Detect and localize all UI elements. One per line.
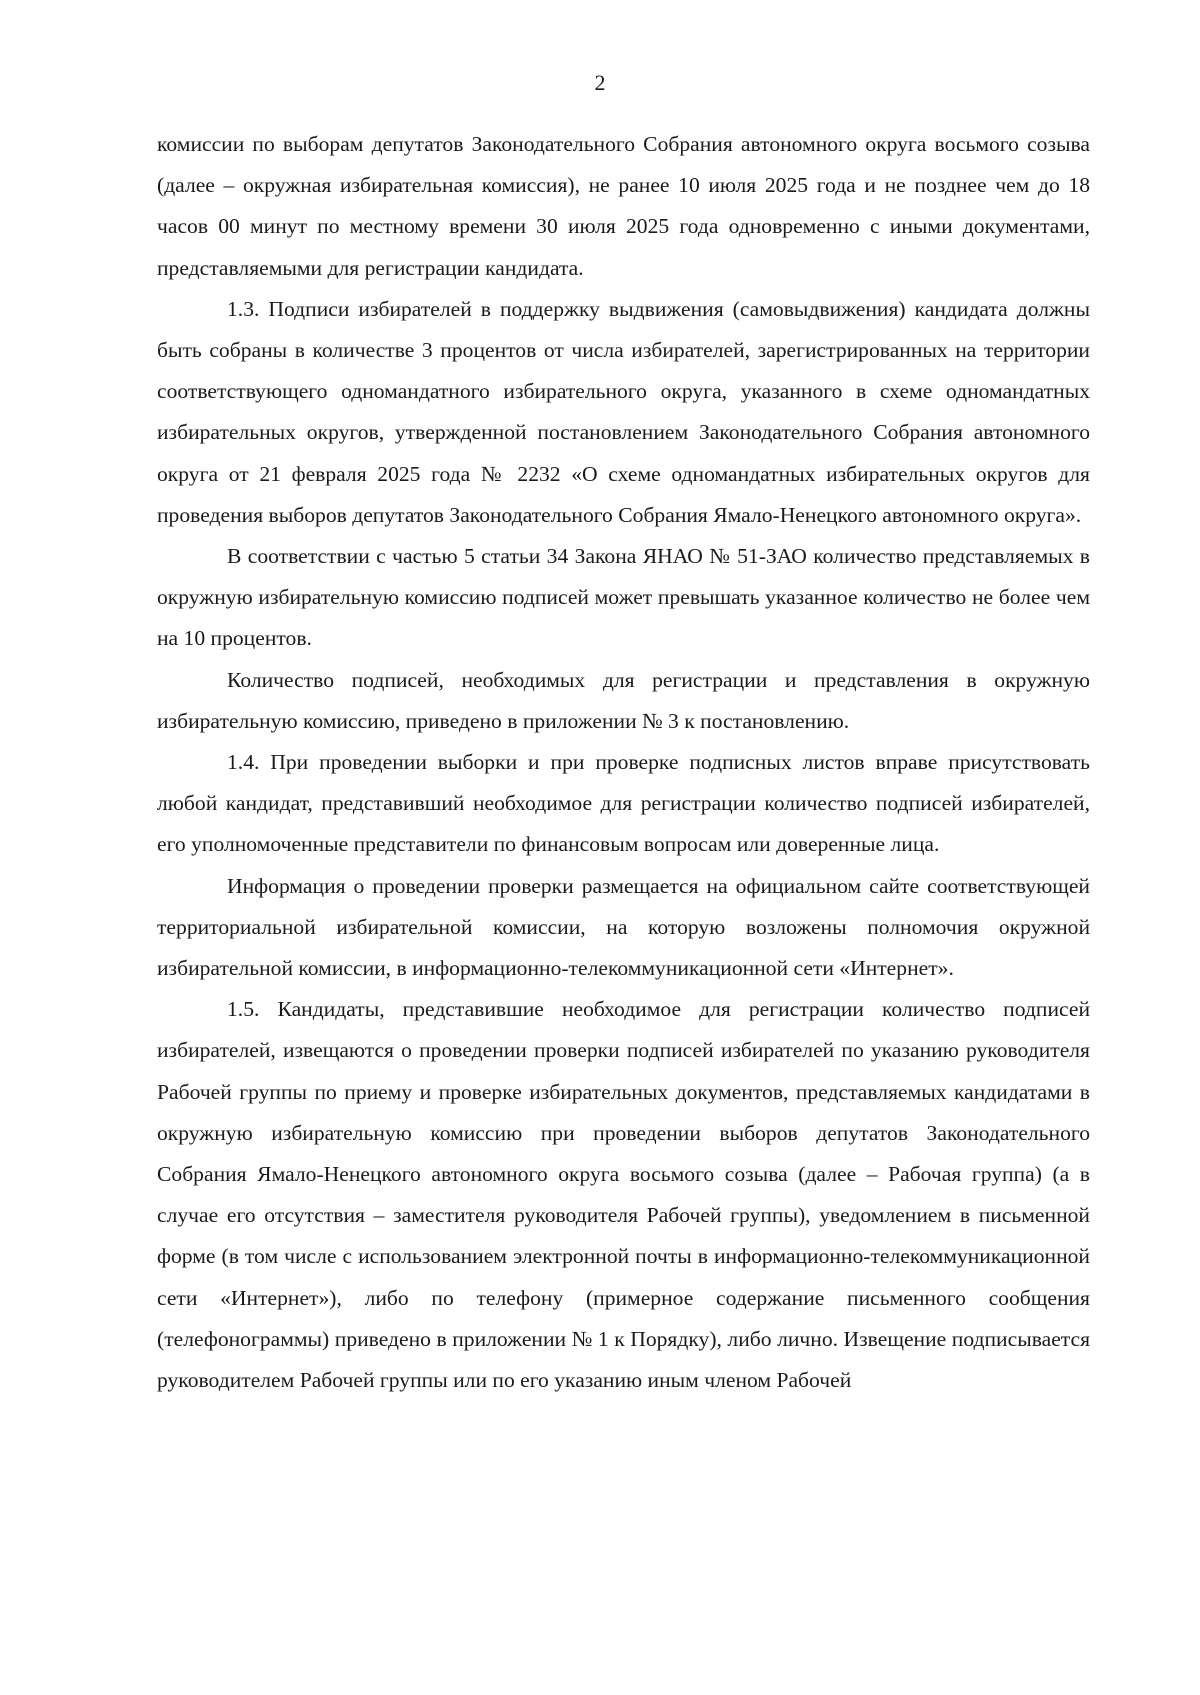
paragraph-1-4: 1.4. При проведении выборки и при проверке подписных листов вправе присутствовать любой кандидат, представивший необходимое для регистрации количество подписей избирателей, его уполномоченные представители по финансовым вопросам или доверенные лица. <box>157 750 1090 857</box>
paragraph-1-5: 1.5. Кандидаты, представившие необходимое для регистрации количество подписей избирателей, извещаются о проведении проверки подписей избирателей по указанию руководителя Рабочей группы по приему и проверке избирательных документов, представляемых кандидатами в окружную избирательную комиссию при проведении выборов депутатов Законодательного Собрания Ямало-Ненецкого автономного округа восьмого созыва (далее – Рабочая группа) (а в случае его отсутствия – заместителя руководителя Рабочей группы), уведомлением в письменной форме (в том числе с использованием электронной почты в информационно-телекоммуникационной сети «Интернет»), либо по телефону (примерное содержание письменного сообщения (телефонограммы) приведено в приложении № 1 к Порядку), либо лично. Извещение подписывается руководителем Рабочей группы или по его указанию иным членом Рабочей <box>157 997 1090 1393</box>
page-number: 2 <box>594 70 606 95</box>
paragraph-check-info: Информация о проведении проверки размещается на официальном сайте соответствующей территориальной избирательной комиссии, на которую возложены полномочия окружной избирательной комиссии, в информационно-телекоммуникационной сети «Интернет». <box>157 873 1090 981</box>
paragraph-law-reference: В соответствии с частью 5 статьи 34 Закона ЯНАО № 51-ЗАО количество представляемых в окружную избирательную комиссию подписей может превышать указанное количество не более чем на 10 процентов. <box>157 544 1090 651</box>
document-body <box>157 124 1090 1401</box>
paragraph-signature-count: Количество подписей, необходимых для регистрации и представления в окружную избирательную комиссию, приведено в приложении № 3 к постановлению. <box>157 667 1090 733</box>
paragraph-continuation: комиссии по выборам депутатов Законодательного Собрания автономного округа восьмого созыва (далее – окружная избирательная комиссия), не ранее 10 июля 2025 года и не позднее чем до 18 часов 00 минут по местному времени 30 июля 2025 года одновременно с иными документами, представляемыми для регистрации кандидата. <box>157 132 1090 280</box>
paragraph-1-3: 1.3. Подписи избирателей в поддержку выдвижения (самовыдвижения) кандидата должны быть собраны в количестве 3 процентов от числа избирателей, зарегистрированных на территории соответствующего одномандатного избирательного округа, указанного в схеме одномандатных избирательных округов, утвержденной постановлением Законодательного Собрания автономного округа от 21 февраля 2025 года № 2232 «О схеме одномандатных избирательных округов для проведения выборов депутатов Законодательного Собрания Ямало-Ненецкого автономного округа». <box>157 296 1090 527</box>
